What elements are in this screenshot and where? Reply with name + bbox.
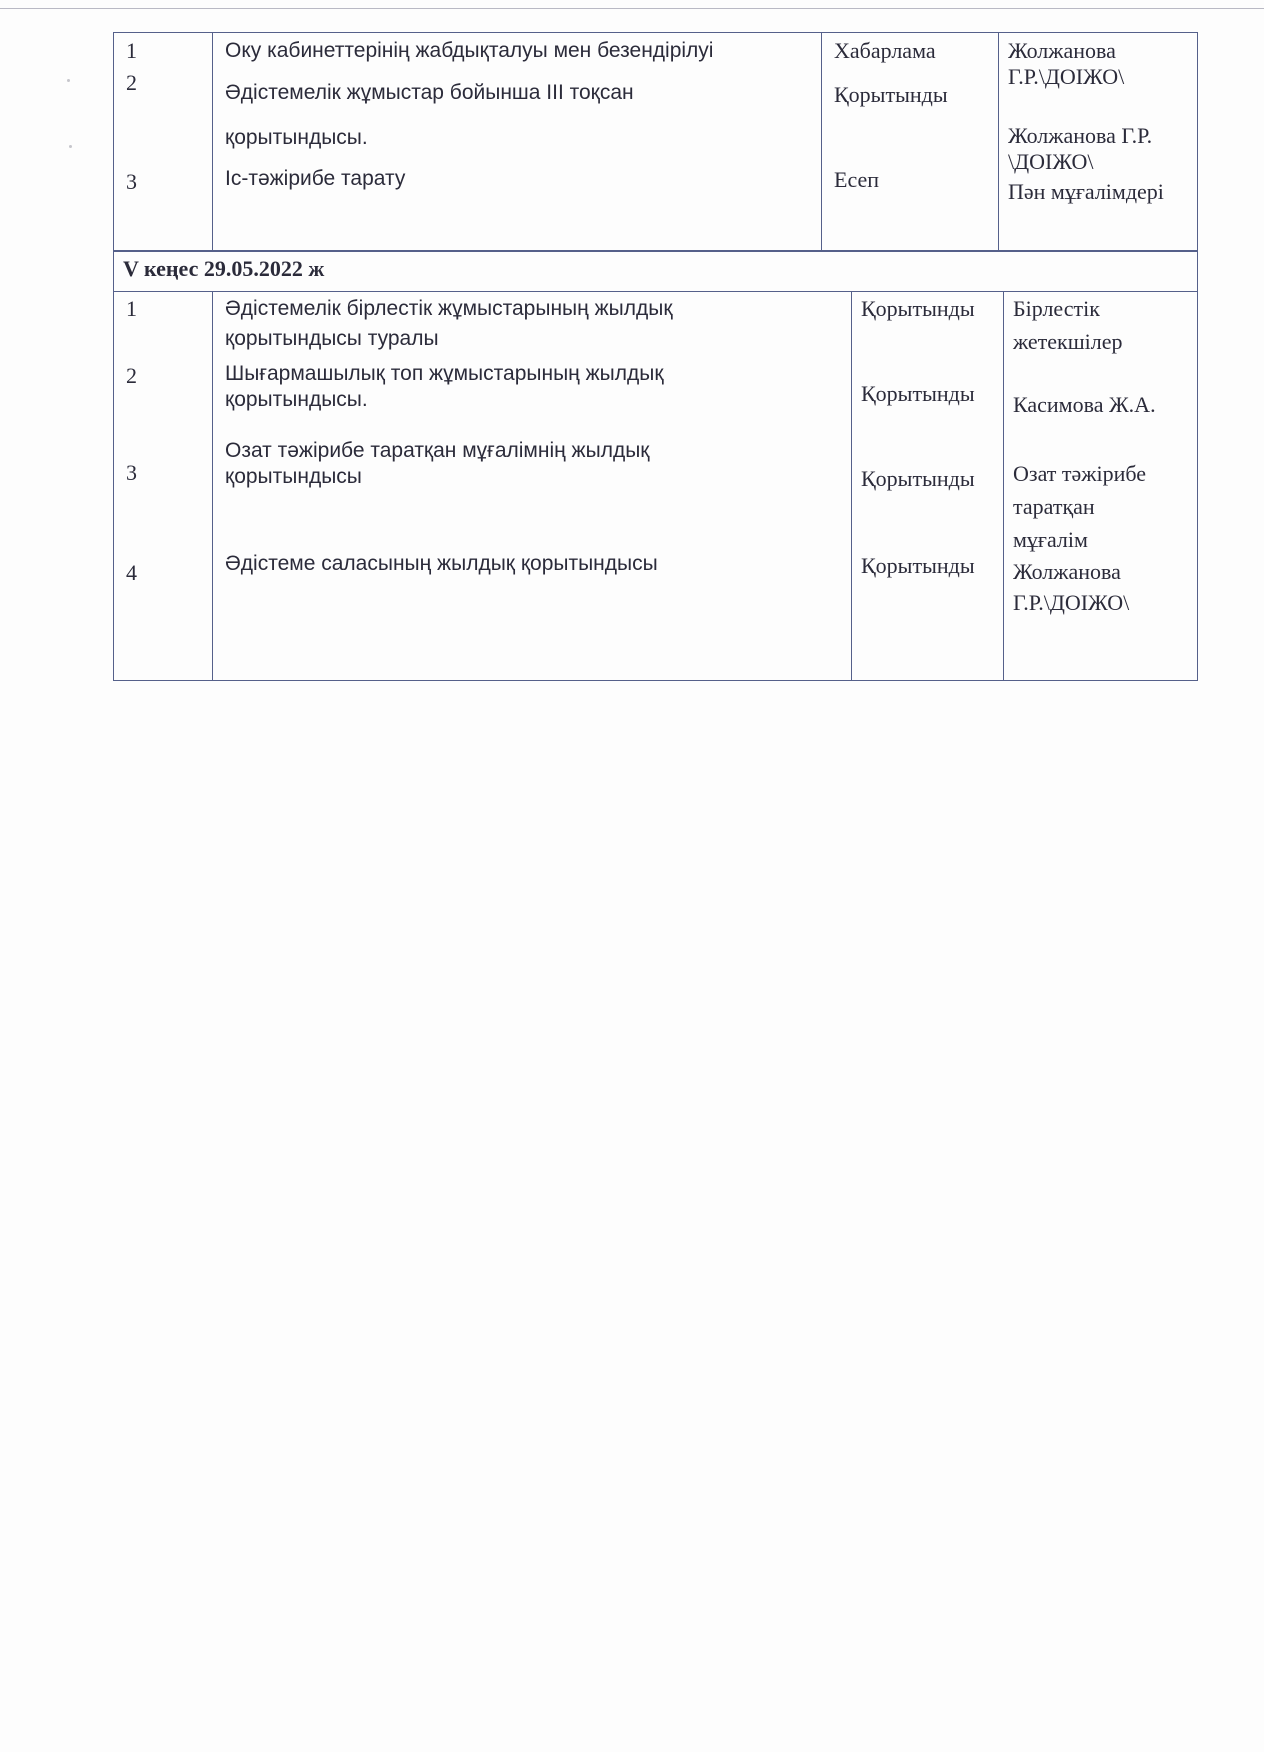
row-number: 1 — [126, 296, 137, 321]
form-text: Қорытынды — [834, 82, 948, 107]
form-text: Хабарлама — [834, 38, 936, 63]
responsible-text: Бірлестік — [1013, 296, 1100, 321]
topic-text: Іс-тәжірибе тарату — [225, 167, 406, 190]
responsible-text: \ДОІЖО\ — [1008, 149, 1094, 174]
topic-text: Озат тәжірибе таратқан мұғалімнің жылдық — [225, 439, 650, 462]
column-divider — [212, 291, 213, 680]
responsible-text: Жолжанова — [1013, 559, 1121, 584]
column-divider — [998, 33, 999, 251]
topic-text: Әдістемелік жұмыстар бойынша ІІІ тоқсан — [225, 81, 634, 104]
scan-speck — [67, 79, 70, 82]
scan-speck — [69, 145, 72, 148]
topic-text: Әдістеме саласының жылдық қорытындысы — [225, 552, 658, 575]
topic-text: Оку кабинеттерінің жабдықталуы мен безендірілуі — [225, 39, 714, 62]
row-number: 2 — [126, 70, 137, 95]
plan-table-top — [113, 32, 1198, 252]
plan-table-bottom — [113, 250, 1198, 681]
row-number: 1 — [126, 38, 137, 63]
responsible-text: Г.Р.\ДОІЖО\ — [1008, 64, 1125, 89]
topic-text: қорытындысы. — [225, 126, 368, 149]
responsible-text: Озат тәжірибе — [1013, 461, 1147, 486]
responsible-text: таратқан — [1013, 494, 1095, 519]
responsible-text: Пән мұғалімдері — [1008, 179, 1164, 204]
column-divider — [1003, 291, 1004, 680]
topic-text: қорытындысы. — [225, 388, 368, 411]
responsible-text: Жолжанова — [1008, 38, 1116, 63]
topic-text: қорытындысы туралы — [225, 327, 439, 350]
topic-text: қорытындысы — [225, 465, 362, 488]
topic-text: Шығармашылық топ жұмыстарының жылдық — [225, 362, 664, 385]
responsible-text: Жолжанова Г.Р. — [1008, 123, 1153, 148]
column-divider — [212, 33, 213, 251]
form-text: Қорытынды — [861, 553, 975, 578]
column-divider — [851, 291, 852, 680]
section-header: V кеңес 29.05.2022 ж — [123, 256, 325, 281]
row-number: 3 — [126, 169, 137, 194]
row-divider — [114, 291, 1197, 292]
row-number: 2 — [126, 363, 137, 388]
responsible-text: жетекшілер — [1013, 329, 1123, 354]
row-number: 4 — [126, 560, 137, 585]
page-top-edge — [0, 8, 1264, 9]
topic-text: Әдістемелік бірлестік жұмыстарының жылдық — [225, 297, 673, 320]
row-number: 3 — [126, 460, 137, 485]
form-text: Қорытынды — [861, 296, 975, 321]
responsible-text: Касимова Ж.А. — [1013, 392, 1156, 417]
form-text: Қорытынды — [861, 381, 975, 406]
form-text: Қорытынды — [861, 466, 975, 491]
form-text: Есеп — [834, 167, 880, 192]
responsible-text: Г.Р.\ДОІЖО\ — [1013, 590, 1130, 615]
responsible-text: мұғалім — [1013, 527, 1088, 552]
column-divider — [821, 33, 822, 251]
